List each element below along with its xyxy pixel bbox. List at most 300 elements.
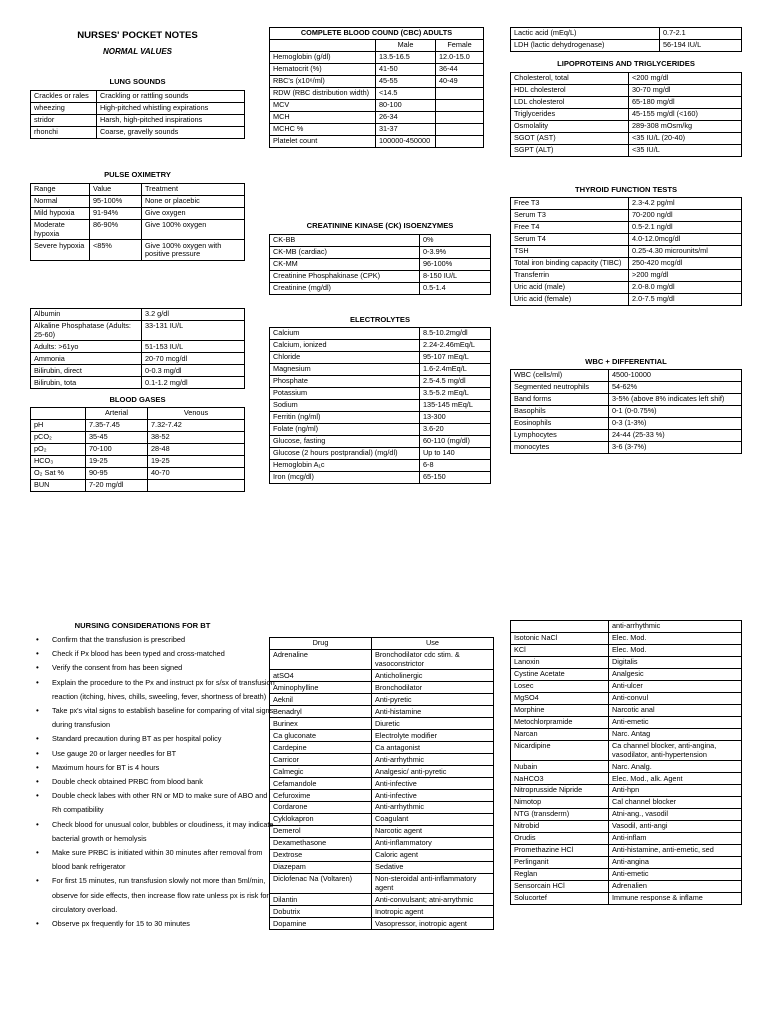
row-label: Phosphate: [270, 375, 420, 387]
row-value: Harsh, high-pitched inspirations: [97, 114, 245, 126]
row-value: 0.5-2.1 ng/dl: [629, 221, 742, 233]
row-value: Non-steroidal anti-inflammatory agent: [372, 874, 494, 894]
table-row: [270, 706, 494, 718]
row-label: [511, 621, 609, 633]
row-value: 60-110 (mg/dl): [420, 435, 491, 447]
table-row: [31, 467, 245, 479]
row-label: Creatinine (mg/dl): [270, 282, 420, 294]
row-label: atSO4: [270, 670, 372, 682]
row-label: LDL cholesterol: [511, 96, 629, 108]
row-label: Folate (ng/ml): [270, 423, 420, 435]
table-row: [511, 773, 742, 785]
row-label: Cardepine: [270, 742, 372, 754]
row-label: Ca gluconate: [270, 730, 372, 742]
lung-sounds-section: [30, 90, 245, 139]
row-value: 35-45: [86, 431, 148, 443]
table-row: [270, 459, 491, 471]
table-row: [511, 704, 742, 716]
table-row: [511, 740, 742, 760]
row-value: Anti-ulcer: [609, 680, 742, 692]
row-label: Moderate hypoxia: [31, 219, 90, 239]
lipo-section: [510, 72, 742, 157]
table-row: [270, 682, 494, 694]
row-value: Narcotic anal: [609, 704, 742, 716]
row-label: Alkaline Phosphatase (Adults: 25-60): [31, 320, 142, 340]
row-value: 70-100: [86, 443, 148, 455]
row-value: Crackling or rattling sounds: [97, 91, 245, 103]
table-row: [511, 370, 742, 382]
table-row: [31, 114, 245, 126]
table-row: [511, 833, 742, 845]
row-value: 2.0-7.5 mg/dl: [629, 293, 742, 305]
table-row: [270, 850, 494, 862]
table-row: [511, 96, 742, 108]
row-label: NaHCO3: [511, 773, 609, 785]
table-row: [31, 309, 245, 321]
row-label: Adults: >61yo: [31, 341, 142, 353]
column-header: Female: [436, 39, 484, 51]
row-label: Chloride: [270, 351, 420, 363]
row-label: Uric acid (female): [511, 293, 629, 305]
row-value: 86-90%: [90, 219, 142, 239]
liver-table: [30, 308, 245, 389]
row-value: 289-308 mOsm/kg: [629, 120, 742, 132]
row-label: Aminophylline: [270, 682, 372, 694]
row-value: 40-70: [148, 467, 245, 479]
row-value: 30-70 mg/dl: [629, 84, 742, 96]
table-row: [511, 132, 742, 144]
table-row: [270, 838, 494, 850]
row-label: wheezing: [31, 102, 97, 114]
lung-sounds-table: [30, 90, 245, 139]
row-value: 31-37: [376, 123, 436, 135]
row-label: Benadryl: [270, 706, 372, 718]
row-value: Ca channel blocker, anti-angina, vasodilator, anti-hypertension: [609, 740, 742, 760]
table-row: [270, 802, 494, 814]
list-item: • Standard precaution during BT as per hospital policy: [52, 732, 277, 746]
row-label: Triglycerides: [511, 108, 629, 120]
row-label: KCl: [511, 644, 609, 656]
table-row: [511, 845, 742, 857]
row-value: 91-94%: [90, 207, 142, 219]
row-label: Osmolality: [511, 120, 629, 132]
row-label: Dexamethasone: [270, 838, 372, 850]
row-label: Severe hypoxia: [31, 240, 90, 260]
table-row: [270, 778, 494, 790]
table-row: [511, 108, 742, 120]
row-value: 3.2 g/dl: [142, 309, 245, 321]
row-label: Narcan: [511, 728, 609, 740]
list-item: • Take px's vital signs to establish baseline for comparing of vital signs during transfusion: [52, 704, 277, 732]
column-header: [31, 408, 86, 420]
table-row: [270, 270, 491, 282]
list-item: • Check blood for unusual color, bubbles or cloudiness, it may indicate bacterial growth or hemolysis: [52, 818, 277, 846]
row-value: 4.0-12.0mcg/dl: [629, 233, 742, 245]
table-row: [270, 814, 494, 826]
row-label: Bilirubin, tota: [31, 377, 142, 389]
column-header: [270, 39, 376, 51]
row-label: Calcium: [270, 328, 420, 340]
table-row: [270, 258, 491, 270]
row-value: [436, 111, 484, 123]
row-label: HDL cholesterol: [511, 84, 629, 96]
table-row: [31, 443, 245, 455]
row-label: BUN: [31, 479, 86, 491]
table-row: [511, 293, 742, 305]
row-value: 65-180 mg/dl: [629, 96, 742, 108]
row-label: Sensorcain HCl: [511, 881, 609, 893]
row-label: Platelet count: [270, 135, 376, 147]
table-row: [511, 257, 742, 269]
table-row: [511, 881, 742, 893]
column-header: Drug: [270, 638, 372, 650]
row-value: Narc. Antag: [609, 728, 742, 740]
row-label: monocytes: [511, 441, 609, 453]
row-value: 96-100%: [420, 258, 491, 270]
table-row: [270, 99, 484, 111]
table-row: [31, 455, 245, 467]
row-label: stridor: [31, 114, 97, 126]
row-value: 100000-450000: [376, 135, 436, 147]
table-row: [270, 742, 494, 754]
table-row: [511, 716, 742, 728]
bt-title: NURSING CONSIDERATIONS FOR BT: [74, 621, 211, 630]
row-label: Calcium, ionized: [270, 339, 420, 351]
row-value: 0-3 (1-3%): [609, 417, 742, 429]
table-row: [511, 393, 742, 405]
table-row: [511, 621, 742, 633]
row-value: Elec. Mod.: [609, 644, 742, 656]
table-row: [270, 339, 491, 351]
row-value: 80-100: [376, 99, 436, 111]
row-value: 56-194 IU/L: [660, 39, 742, 51]
drug-table-1-section: [269, 637, 494, 930]
row-value: 95-107 mEq/L: [420, 351, 491, 363]
electrolytes-table: [269, 327, 491, 484]
lipo-table: [510, 72, 742, 157]
table-row: [511, 221, 742, 233]
row-value: 6-8: [420, 459, 491, 471]
lung-sounds-title: LUNG SOUNDS: [109, 77, 166, 86]
row-value: Vasodil, anti-angi: [609, 821, 742, 833]
row-value: 40-49: [436, 75, 484, 87]
row-label: WBC (cells/ml): [511, 370, 609, 382]
table-row: [511, 233, 742, 245]
wbc-section: [510, 369, 742, 454]
row-label: MgSO4: [511, 692, 609, 704]
wbc-table: [510, 369, 742, 454]
table-row: [270, 387, 491, 399]
table-row: [511, 198, 742, 210]
table-row: [31, 365, 245, 377]
row-value: 65-150: [420, 471, 491, 483]
row-value: 7.35-7.45: [86, 419, 148, 431]
row-label: Glucose, fasting: [270, 435, 420, 447]
table-row: [270, 730, 494, 742]
row-value: 26-34: [376, 111, 436, 123]
row-label: Nubain: [511, 761, 609, 773]
row-value: Elec. Mod.: [609, 632, 742, 644]
table-row: [511, 144, 742, 156]
table-row: [270, 471, 491, 483]
row-label: Burinex: [270, 718, 372, 730]
blood-gases-title: BLOOD GASES: [109, 395, 166, 404]
row-value: 2.0-8.0 mg/dl: [629, 281, 742, 293]
row-label: Losec: [511, 680, 609, 692]
row-value: [148, 479, 245, 491]
row-value: 0-3.9%: [420, 246, 491, 258]
column-header: Treatment: [142, 184, 245, 196]
cbc-section: [269, 27, 484, 148]
table-row: [270, 87, 484, 99]
row-label: Bilirubin, direct: [31, 365, 142, 377]
row-value: Adrenalien: [609, 881, 742, 893]
row-label: Morphine: [511, 704, 609, 716]
row-value: Narc. Analg.: [609, 761, 742, 773]
table-row: [31, 240, 245, 260]
row-value: Analgesic: [609, 668, 742, 680]
row-value: 2.24-2.46mEq/L: [420, 339, 491, 351]
row-value: 3.5-5.2 mEq/L: [420, 387, 491, 399]
column-header: Use: [372, 638, 494, 650]
table-row: [270, 63, 484, 75]
table-row: [511, 761, 742, 773]
row-label: Free T4: [511, 221, 629, 233]
table-row: [270, 375, 491, 387]
row-value: Up to 140: [420, 447, 491, 459]
row-label: Nimotop: [511, 797, 609, 809]
row-value: 54-62%: [609, 381, 742, 393]
table-row: [270, 135, 484, 147]
list-item: • Make sure PRBC is initiated within 30 minutes after removal from blood bank refrigerator: [52, 846, 277, 874]
row-value: 36-44: [436, 63, 484, 75]
row-label: Carricor: [270, 754, 372, 766]
table-row: [270, 51, 484, 63]
list-item: • Verify the consent from has been signed: [52, 661, 277, 675]
list-item: • Use gauge 20 or larger needles for BT: [52, 747, 277, 761]
drug-table-2: [510, 620, 742, 905]
row-value: Anti-arrhythmic: [372, 754, 494, 766]
table-row: [31, 102, 245, 114]
row-label: HCO₃: [31, 455, 86, 467]
row-value: 0-1 (0-0.75%): [609, 405, 742, 417]
row-value: 7.32-7.42: [148, 419, 245, 431]
row-value: 1.6-2.4mEq/L: [420, 363, 491, 375]
row-value: Digitalis: [609, 656, 742, 668]
row-label: Cefuroxime: [270, 790, 372, 802]
drug-table-2-section: [510, 620, 742, 905]
row-value: Vasopressor, inotropic agent: [372, 918, 494, 930]
row-label: pH: [31, 419, 86, 431]
list-item: • Double check obtained PRBC from blood bank: [52, 775, 277, 789]
table-row: [511, 668, 742, 680]
row-label: Crackles or rales: [31, 91, 97, 103]
row-label: MCHC %: [270, 123, 376, 135]
table-row: [31, 431, 245, 443]
table-row: [270, 351, 491, 363]
row-label: Orudis: [511, 833, 609, 845]
row-label: NTG (transderm): [511, 809, 609, 821]
lactic-ldh-table: [510, 27, 742, 52]
row-label: Dilantin: [270, 894, 372, 906]
row-value: 0.1-1.2 mg/dl: [142, 377, 245, 389]
row-value: Bronchodilator cdc stim. & vasoconstrictor: [372, 649, 494, 669]
row-value: 28-48: [148, 443, 245, 455]
row-label: Transferrin: [511, 269, 629, 281]
row-value: 95-100%: [90, 195, 142, 207]
row-label: CK-MB (cardiac): [270, 246, 420, 258]
table-row: [270, 363, 491, 375]
table-row: [270, 766, 494, 778]
row-value: 12.0-15.0: [436, 51, 484, 63]
row-value: Narcotic agent: [372, 826, 494, 838]
row-value: Inotropic agent: [372, 906, 494, 918]
row-label: Isotonic NaCl: [511, 632, 609, 644]
row-value: Sedative: [372, 862, 494, 874]
row-value: Coarse, gravelly sounds: [97, 126, 245, 138]
table-row: [270, 235, 491, 247]
row-value: Analgesic/ anti-pyretic: [372, 766, 494, 778]
row-value: Anti-histamine: [372, 706, 494, 718]
row-label: Lactic acid (mEq/L): [511, 28, 660, 40]
row-value: Anti-angina: [609, 857, 742, 869]
row-label: Sodium: [270, 399, 420, 411]
list-item: • Check if Px blood has been typed and cross-matched: [52, 647, 277, 661]
row-label: SGPT (ALT): [511, 144, 629, 156]
row-label: Albumin: [31, 309, 142, 321]
row-label: CK-BB: [270, 235, 420, 247]
column-header: Value: [90, 184, 142, 196]
row-label: Nitroprusside Nipride: [511, 785, 609, 797]
row-label: Cystine Acetate: [511, 668, 609, 680]
row-value: 19-25: [148, 455, 245, 467]
ck-table: [269, 234, 491, 295]
column-header: Arterial: [86, 408, 148, 420]
row-value: Anti-inflam: [609, 833, 742, 845]
row-label: Hematocrit (%): [270, 63, 376, 75]
table-row: [511, 656, 742, 668]
table-row: [511, 405, 742, 417]
row-value: Anti-histamine, anti-emetic, sed: [609, 845, 742, 857]
row-label: Cefamandole: [270, 778, 372, 790]
row-label: Dextrose: [270, 850, 372, 862]
row-value: Anti-hpn: [609, 785, 742, 797]
table-row: [511, 381, 742, 393]
row-value: Anti-inflammatory: [372, 838, 494, 850]
pulse-oximetry-title: PULSE OXIMETRY: [104, 170, 171, 179]
row-label: Diclofenac Na (Voltaren): [270, 874, 372, 894]
table-row: [511, 680, 742, 692]
table-row: [511, 869, 742, 881]
row-value: anti-arrhythmic: [609, 621, 742, 633]
row-value: Electrolyte modifier: [372, 730, 494, 742]
row-label: Hemoglobin (g/dl): [270, 51, 376, 63]
electrolytes-section: [269, 327, 491, 484]
row-value: 135-145 mEq/L: [420, 399, 491, 411]
row-label: Adrenaline: [270, 649, 372, 669]
row-value: Anti-convulsant; atni-arrythmic: [372, 894, 494, 906]
row-value: <35 IU/L (20-40): [629, 132, 742, 144]
row-value: [436, 87, 484, 99]
table-row: [270, 826, 494, 838]
row-label: rhonchi: [31, 126, 97, 138]
table-row: [270, 246, 491, 258]
list-item: • For first 15 minutes, run transfusion slowly not more than 5ml/min, observe for side effects, then increase flow rate unless px is risk for circulatory overload.: [52, 874, 277, 917]
row-label: Potassium: [270, 387, 420, 399]
row-label: Demerol: [270, 826, 372, 838]
table-row: [511, 785, 742, 797]
row-value: Anti-emetic: [609, 869, 742, 881]
table-row: [270, 328, 491, 340]
row-label: Ammonia: [31, 353, 142, 365]
cbc-title: COMPLETE BLOOD COUND (CBC) ADULTS: [270, 28, 484, 40]
row-label: Glucose (2 hours postprandial) (mg/dl): [270, 447, 420, 459]
thyroid-table: [510, 197, 742, 306]
row-value: 38-52: [148, 431, 245, 443]
table-row: [31, 320, 245, 340]
row-label: Aeknil: [270, 694, 372, 706]
table-row: [511, 28, 742, 40]
row-label: Magnesium: [270, 363, 420, 375]
row-label: Metochlorpramide: [511, 716, 609, 728]
row-label: SGOT (AST): [511, 132, 629, 144]
table-row: [270, 447, 491, 459]
table-row: [270, 399, 491, 411]
table-row: [511, 245, 742, 257]
row-label: RBC's (x10⁶/ml): [270, 75, 376, 87]
row-label: Dopamine: [270, 918, 372, 930]
table-row: [270, 906, 494, 918]
table-row: [270, 111, 484, 123]
table-row: [31, 207, 245, 219]
row-value: Anti-infective: [372, 790, 494, 802]
table-row: [270, 894, 494, 906]
table-row: [31, 341, 245, 353]
table-row: [31, 195, 245, 207]
electrolytes-title: ELECTROLYTES: [349, 315, 411, 324]
row-value: 19-25: [86, 455, 148, 467]
row-label: MCH: [270, 111, 376, 123]
row-label: Normal: [31, 195, 90, 207]
blood-gases-section: [30, 407, 245, 492]
table-row: [511, 644, 742, 656]
row-value: 250-420 mcg/dl: [629, 257, 742, 269]
table-row: [511, 209, 742, 221]
thyroid-section: [510, 197, 742, 306]
row-value: 3-6 (3-7%): [609, 441, 742, 453]
row-label: Nitrobid: [511, 821, 609, 833]
table-row: [270, 282, 491, 294]
row-value: Ca antagonist: [372, 742, 494, 754]
table-row: [270, 75, 484, 87]
row-label: Solucortef: [511, 893, 609, 905]
table-row: [511, 84, 742, 96]
row-value: Bronchodilator: [372, 682, 494, 694]
row-label: Mild hypoxia: [31, 207, 90, 219]
row-label: pCO₂: [31, 431, 86, 443]
page-title: NURSES' POCKET NOTES: [77, 30, 198, 41]
row-value: 45-155 mg/dl (<160): [629, 108, 742, 120]
list-item: • Maximum hours for BT is 4 hours: [52, 761, 277, 775]
table-row: [511, 417, 742, 429]
table-row: [511, 73, 742, 85]
row-label: Cyklokapron: [270, 814, 372, 826]
table-row: [511, 441, 742, 453]
row-label: Cholesterol, total: [511, 73, 629, 85]
table-row: [511, 429, 742, 441]
row-label: Eosinophils: [511, 417, 609, 429]
column-header: Male: [376, 39, 436, 51]
